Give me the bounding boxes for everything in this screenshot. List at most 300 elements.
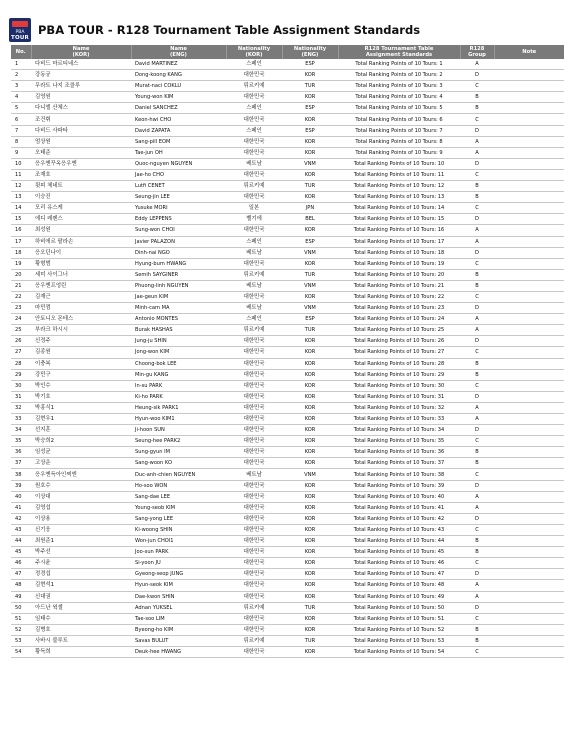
cell-no: 12 (11, 181, 31, 192)
cell-nationality-eng: KOR (282, 436, 338, 447)
cell-assignment-standard: Total Ranking Points of 10 Tours: 25 (338, 325, 460, 336)
cell-assignment-standard: Total Ranking Points of 10 Tours: 8 (338, 136, 460, 147)
cell-nationality-eng: KOR (282, 391, 338, 402)
cell-group: B (460, 536, 494, 547)
cell-note (494, 181, 564, 192)
cell-name-eng: Sang-woon KO (131, 458, 226, 469)
table-row (11, 70, 564, 81)
cell-note (494, 480, 564, 491)
cell-nationality-kor: 대한민국 (226, 414, 282, 425)
cell-name-eng: Yusuke MORI (131, 203, 226, 214)
cell-name-kor: 김영원 (31, 92, 131, 103)
cell-assignment-standard: Total Ranking Points of 10 Tours: 12 (338, 181, 460, 192)
cell-name-kor: 김종원 (31, 347, 131, 358)
cell-nationality-kor: 대한민국 (226, 136, 282, 147)
cell-nationality-eng: KOR (282, 646, 338, 657)
cell-nationality-eng: VNM (282, 303, 338, 314)
cell-note (494, 369, 564, 380)
cell-nationality-eng: KOR (282, 369, 338, 380)
cell-group: B (460, 269, 494, 280)
cell-nationality-eng: VNM (282, 158, 338, 169)
cell-nationality-eng: KOR (282, 169, 338, 180)
cell-name-eng: Seung-jin LEE (131, 192, 226, 203)
cell-name-eng: Murat-naci COKLU (131, 81, 226, 92)
cell-name-kor: 이충복 (31, 358, 131, 369)
cell-nationality-kor: 대한민국 (226, 425, 282, 436)
cell-note (494, 59, 564, 70)
cell-group: A (460, 225, 494, 236)
cell-no: 27 (11, 347, 31, 358)
col-nationality-kor-header (226, 45, 282, 59)
cell-group: D (460, 425, 494, 436)
cell-nationality-eng: KOR (282, 524, 338, 535)
cell-group: D (460, 480, 494, 491)
cell-note (494, 125, 564, 136)
cell-nationality-kor: 대한민국 (226, 192, 282, 203)
cell-group: A (460, 491, 494, 502)
pba-tour-logo (9, 18, 31, 42)
cell-name-eng: Savas BULUT (131, 635, 226, 646)
cell-nationality-kor: 베트남 (226, 469, 282, 480)
header-line-2: Note (522, 48, 537, 55)
logo-text-top: PBA (15, 30, 25, 35)
cell-assignment-standard: Total Ranking Points of 10 Tours: 34 (338, 425, 460, 436)
cell-nationality-eng: TUR (282, 269, 338, 280)
cell-nationality-kor: 대한민국 (226, 169, 282, 180)
cell-nationality-kor: 스페인 (226, 314, 282, 325)
cell-nationality-eng: KOR (282, 425, 338, 436)
cell-note (494, 225, 564, 236)
cell-name-eng: Jung-ju SHIN (131, 336, 226, 347)
cell-note (494, 147, 564, 158)
cell-name-kor: 응우옌프엉린 (31, 280, 131, 291)
cell-no: 33 (11, 414, 31, 425)
table-row (11, 536, 564, 547)
table-row (11, 136, 564, 147)
col-name-eng-header (131, 45, 226, 59)
cell-note (494, 114, 564, 125)
cell-name-eng: Seung-hee PARK2 (131, 436, 226, 447)
cell-name-eng: Min-gu KANG (131, 369, 226, 380)
cell-nationality-eng: JPN (282, 203, 338, 214)
cell-name-kor: 마민껌 (31, 303, 131, 314)
cell-no: 18 (11, 247, 31, 258)
table-row (11, 480, 564, 491)
table-row (11, 236, 564, 247)
cell-name-kor: 오태준 (31, 147, 131, 158)
cell-note (494, 280, 564, 291)
cell-no: 4 (11, 92, 31, 103)
cell-nationality-eng: TUR (282, 602, 338, 613)
cell-note (494, 103, 564, 114)
cell-assignment-standard: Total Ranking Points of 10 Tours: 5 (338, 103, 460, 114)
cell-name-kor: 이상용 (31, 513, 131, 524)
cell-group: B (460, 181, 494, 192)
table-row (11, 214, 564, 225)
cell-group: A (460, 314, 494, 325)
cell-nationality-kor: 대한민국 (226, 369, 282, 380)
header-line-2: (ENG) (170, 52, 187, 58)
cell-name-kor: 김병호 (31, 624, 131, 635)
cell-assignment-standard: Total Ranking Points of 10 Tours: 48 (338, 580, 460, 591)
table-row (11, 436, 564, 447)
cell-nationality-eng: VNM (282, 280, 338, 291)
table-row (11, 391, 564, 402)
table-row (11, 414, 564, 425)
table-row (11, 225, 564, 236)
cell-no: 43 (11, 524, 31, 535)
cell-name-eng: Jong-won KIM (131, 347, 226, 358)
cell-name-eng: Gyeong-seop JUNG (131, 569, 226, 580)
cell-assignment-standard: Total Ranking Points of 10 Tours: 1 (338, 59, 460, 70)
cell-assignment-standard: Total Ranking Points of 10 Tours: 21 (338, 280, 460, 291)
col-assignment-standards-header (338, 45, 460, 59)
cell-nationality-eng: VNM (282, 247, 338, 258)
cell-assignment-standard: Total Ranking Points of 10 Tours: 32 (338, 402, 460, 413)
cell-name-eng: Hyung-bum HWANG (131, 258, 226, 269)
cell-no: 49 (11, 591, 31, 602)
cell-note (494, 613, 564, 624)
cell-nationality-kor: 대한민국 (226, 258, 282, 269)
cell-nationality-eng: TUR (282, 635, 338, 646)
cell-note (494, 513, 564, 524)
cell-group: B (460, 192, 494, 203)
col-name-kor-header (31, 45, 131, 59)
cell-nationality-kor: 대한민국 (226, 291, 282, 302)
cell-no: 8 (11, 136, 31, 147)
cell-nationality-eng: KOR (282, 225, 338, 236)
cell-no: 51 (11, 613, 31, 624)
cell-no: 42 (11, 513, 31, 524)
cell-note (494, 391, 564, 402)
cell-note (494, 358, 564, 369)
cell-name-eng: Ho-soo WON (131, 480, 226, 491)
table-row (11, 380, 564, 391)
cell-nationality-kor: 대한민국 (226, 513, 282, 524)
cell-no: 26 (11, 336, 31, 347)
cell-assignment-standard: Total Ranking Points of 10 Tours: 23 (338, 303, 460, 314)
cell-nationality-eng: ESP (282, 314, 338, 325)
cell-name-kor: 김영섭 (31, 502, 131, 513)
cell-name-eng: David MARTINEZ (131, 59, 226, 70)
cell-assignment-standard: Total Ranking Points of 10 Tours: 20 (338, 269, 460, 280)
cell-group: A (460, 136, 494, 147)
table-row (11, 524, 564, 535)
cell-group: C (460, 436, 494, 447)
cell-nationality-kor: 대한민국 (226, 380, 282, 391)
cell-nationality-kor: 대한민국 (226, 147, 282, 158)
cell-nationality-kor: 벨기에 (226, 214, 282, 225)
cell-assignment-standard: Total Ranking Points of 10 Tours: 19 (338, 258, 460, 269)
cell-note (494, 336, 564, 347)
cell-name-kor: 부라크 하시시 (31, 325, 131, 336)
cell-nationality-kor: 스페인 (226, 125, 282, 136)
cell-nationality-kor: 대한민국 (226, 402, 282, 413)
cell-nationality-kor: 튀르키예 (226, 81, 282, 92)
cell-no: 54 (11, 646, 31, 657)
cell-group: A (460, 414, 494, 425)
table-row (11, 646, 564, 657)
cell-nationality-kor: 스페인 (226, 59, 282, 70)
cell-group: A (460, 236, 494, 247)
cell-assignment-standard: Total Ranking Points of 10 Tours: 6 (338, 114, 460, 125)
cell-name-eng: Jae-geun KIM (131, 291, 226, 302)
cell-name-kor: 고상운 (31, 458, 131, 469)
cell-note (494, 469, 564, 480)
cell-assignment-standard: Total Ranking Points of 10 Tours: 24 (338, 314, 460, 325)
cell-nationality-eng: KOR (282, 502, 338, 513)
cell-no: 40 (11, 491, 31, 502)
cell-no: 39 (11, 480, 31, 491)
cell-note (494, 524, 564, 535)
cell-nationality-eng: KOR (282, 558, 338, 569)
cell-no: 16 (11, 225, 31, 236)
cell-name-eng: Burak HASHAS (131, 325, 226, 336)
cell-assignment-standard: Total Ranking Points of 10 Tours: 3 (338, 81, 460, 92)
header-line-1: R128 (469, 45, 485, 52)
cell-group: B (460, 635, 494, 646)
cell-name-eng: Semih SAYGINER (131, 269, 226, 280)
cell-name-kor: 이상대 (31, 491, 131, 502)
cell-name-kor: 정경섭 (31, 569, 131, 580)
cell-no: 1 (11, 59, 31, 70)
cell-assignment-standard: Total Ranking Points of 10 Tours: 43 (338, 524, 460, 535)
cell-group: C (460, 258, 494, 269)
cell-nationality-kor: 대한민국 (226, 558, 282, 569)
cell-no: 7 (11, 125, 31, 136)
table-header-row (11, 45, 564, 59)
table-row (11, 469, 564, 480)
table-row (11, 558, 564, 569)
table-row (11, 114, 564, 125)
cell-name-kor: 세미 사이그너 (31, 269, 131, 280)
cell-nationality-eng: KOR (282, 92, 338, 103)
cell-no: 28 (11, 358, 31, 369)
cell-nationality-eng: KOR (282, 136, 338, 147)
cell-assignment-standard: Total Ranking Points of 10 Tours: 45 (338, 547, 460, 558)
cell-nationality-kor: 대한민국 (226, 70, 282, 81)
cell-nationality-eng: KOR (282, 192, 338, 203)
table-body (11, 59, 564, 658)
table-row (11, 458, 564, 469)
cell-name-kor: 주시윤 (31, 558, 131, 569)
col-note-header (494, 45, 564, 59)
cell-no: 24 (11, 314, 31, 325)
cell-group: C (460, 347, 494, 358)
cell-group: D (460, 214, 494, 225)
table-row (11, 325, 564, 336)
cell-name-kor: 응오딘나이 (31, 247, 131, 258)
cell-no: 5 (11, 103, 31, 114)
cell-assignment-standard: Total Ranking Points of 10 Tours: 31 (338, 391, 460, 402)
table-row (11, 81, 564, 92)
table-row (11, 247, 564, 258)
cell-assignment-standard: Total Ranking Points of 10 Tours: 2 (338, 70, 460, 81)
cell-nationality-kor: 일본 (226, 203, 282, 214)
cell-name-eng: In-su PARK (131, 380, 226, 391)
cell-name-eng: Minh-cam MA (131, 303, 226, 314)
cell-note (494, 81, 564, 92)
cell-nationality-eng: ESP (282, 125, 338, 136)
cell-group: B (460, 358, 494, 369)
cell-name-eng: Sang-dae LEE (131, 491, 226, 502)
cell-name-kor: 모리 유스케 (31, 203, 131, 214)
table-row (11, 258, 564, 269)
cell-name-eng: Hyun-woo KIM1 (131, 414, 226, 425)
cell-no: 19 (11, 258, 31, 269)
cell-name-kor: 강동궁 (31, 70, 131, 81)
header-line-1: Name (72, 45, 90, 52)
cell-note (494, 491, 564, 502)
cell-nationality-eng: BEL (282, 214, 338, 225)
cell-note (494, 414, 564, 425)
cell-name-eng: Young-won KIM (131, 92, 226, 103)
cell-no: 15 (11, 214, 31, 225)
cell-nationality-eng: KOR (282, 613, 338, 624)
cell-assignment-standard: Total Ranking Points of 10 Tours: 44 (338, 536, 460, 547)
cell-note (494, 502, 564, 513)
cell-name-kor: 조건휘 (31, 114, 131, 125)
cell-assignment-standard: Total Ranking Points of 10 Tours: 11 (338, 169, 460, 180)
cell-group: B (460, 92, 494, 103)
cell-name-kor: 김현우1 (31, 414, 131, 425)
cell-assignment-standard: Total Ranking Points of 10 Tours: 53 (338, 635, 460, 646)
cell-name-eng: Choong-bok LEE (131, 358, 226, 369)
cell-name-eng: Ki-woong SHIN (131, 524, 226, 535)
assignment-table (11, 45, 564, 658)
cell-group: C (460, 558, 494, 569)
cell-note (494, 646, 564, 657)
cell-nationality-eng: KOR (282, 624, 338, 635)
cell-no: 22 (11, 291, 31, 302)
cell-nationality-eng: KOR (282, 480, 338, 491)
cell-nationality-eng: KOR (282, 258, 338, 269)
cell-nationality-kor: 대한민국 (226, 591, 282, 602)
cell-group: C (460, 524, 494, 535)
cell-name-kor: 신정주 (31, 336, 131, 347)
cell-name-kor: 아드난 윅셀 (31, 602, 131, 613)
cell-name-kor: 박흥식1 (31, 402, 131, 413)
cell-name-eng: Tae-soo LIM (131, 613, 226, 624)
cell-name-kor: 김재근 (31, 291, 131, 302)
cell-group: D (460, 70, 494, 81)
cell-group: C (460, 169, 494, 180)
cell-name-eng: Sang-pill EOM (131, 136, 226, 147)
cell-no: 17 (11, 236, 31, 247)
cell-nationality-eng: ESP (282, 59, 338, 70)
cell-no: 36 (11, 447, 31, 458)
table-row (11, 169, 564, 180)
cell-name-eng: Duc-anh-chien NGUYEN (131, 469, 226, 480)
cell-name-eng: Heung-sik PARK1 (131, 402, 226, 413)
cell-nationality-eng: ESP (282, 236, 338, 247)
cell-assignment-standard: Total Ranking Points of 10 Tours: 33 (338, 414, 460, 425)
cell-group: A (460, 580, 494, 591)
cell-note (494, 247, 564, 258)
cell-nationality-eng: ESP (282, 103, 338, 114)
cell-name-eng: Eddy LEPPENS (131, 214, 226, 225)
cell-note (494, 258, 564, 269)
cell-note (494, 214, 564, 225)
cell-group: D (460, 569, 494, 580)
header-line-2: Group (468, 52, 486, 58)
cell-note (494, 458, 564, 469)
cell-note (494, 380, 564, 391)
cell-nationality-kor: 베트남 (226, 247, 282, 258)
cell-no: 25 (11, 325, 31, 336)
table-row (11, 425, 564, 436)
cell-no: 10 (11, 158, 31, 169)
cell-name-eng: Daniel SANCHEZ (131, 103, 226, 114)
cell-name-kor: 안토니오 몬테스 (31, 314, 131, 325)
cell-note (494, 291, 564, 302)
cell-name-kor: 하비에르 팔라손 (31, 236, 131, 247)
cell-group: D (460, 247, 494, 258)
table-row (11, 547, 564, 558)
cell-note (494, 92, 564, 103)
cell-nationality-kor: 대한민국 (226, 569, 282, 580)
table-row (11, 303, 564, 314)
cell-nationality-kor: 대한민국 (226, 536, 282, 547)
cell-group: D (460, 158, 494, 169)
cell-nationality-eng: KOR (282, 414, 338, 425)
cell-nationality-kor: 대한민국 (226, 624, 282, 635)
cell-group: B (460, 458, 494, 469)
cell-name-kor: 신대권 (31, 591, 131, 602)
cell-name-eng: Adnan YUKSEL (131, 602, 226, 613)
cell-group: C (460, 81, 494, 92)
cell-assignment-standard: Total Ranking Points of 10 Tours: 13 (338, 192, 460, 203)
cell-name-kor: 황득희 (31, 646, 131, 657)
cell-assignment-standard: Total Ranking Points of 10 Tours: 52 (338, 624, 460, 635)
cell-note (494, 624, 564, 635)
cell-nationality-eng: KOR (282, 513, 338, 524)
cell-no: 50 (11, 602, 31, 613)
cell-nationality-kor: 대한민국 (226, 391, 282, 402)
cell-nationality-kor: 튀르키예 (226, 325, 282, 336)
cell-no: 32 (11, 402, 31, 413)
cell-group: C (460, 203, 494, 214)
cell-nationality-eng: KOR (282, 380, 338, 391)
cell-name-eng: Ji-hoon SUN (131, 425, 226, 436)
cell-nationality-eng: KOR (282, 70, 338, 81)
cell-note (494, 602, 564, 613)
cell-nationality-eng: KOR (282, 591, 338, 602)
table-row (11, 125, 564, 136)
cell-nationality-eng: KOR (282, 536, 338, 547)
cell-assignment-standard: Total Ranking Points of 10 Tours: 15 (338, 214, 460, 225)
cell-nationality-kor: 대한민국 (226, 480, 282, 491)
cell-note (494, 558, 564, 569)
cell-group: C (460, 646, 494, 657)
cell-note (494, 536, 564, 547)
cell-nationality-kor: 스페인 (226, 236, 282, 247)
cell-name-eng: Hyun-seok KIM (131, 580, 226, 591)
cell-nationality-eng: VNM (282, 469, 338, 480)
document-title: PBA TOUR - R128 Tournament Table Assignment Standards (38, 23, 421, 37)
cell-nationality-kor: 튀르키예 (226, 635, 282, 646)
cell-name-kor: 사바시 불루트 (31, 635, 131, 646)
cell-name-kor: 박주선 (31, 547, 131, 558)
cell-nationality-kor: 베트남 (226, 303, 282, 314)
cell-name-eng: Quoc-nguyen NGUYEN (131, 158, 226, 169)
header-line-1: Nationality (237, 45, 271, 52)
cell-name-eng: Joo-sun PARK (131, 547, 226, 558)
cell-nationality-eng: KOR (282, 147, 338, 158)
table-row (11, 513, 564, 524)
header-line-1: Name (170, 45, 187, 52)
cell-no: 41 (11, 502, 31, 513)
